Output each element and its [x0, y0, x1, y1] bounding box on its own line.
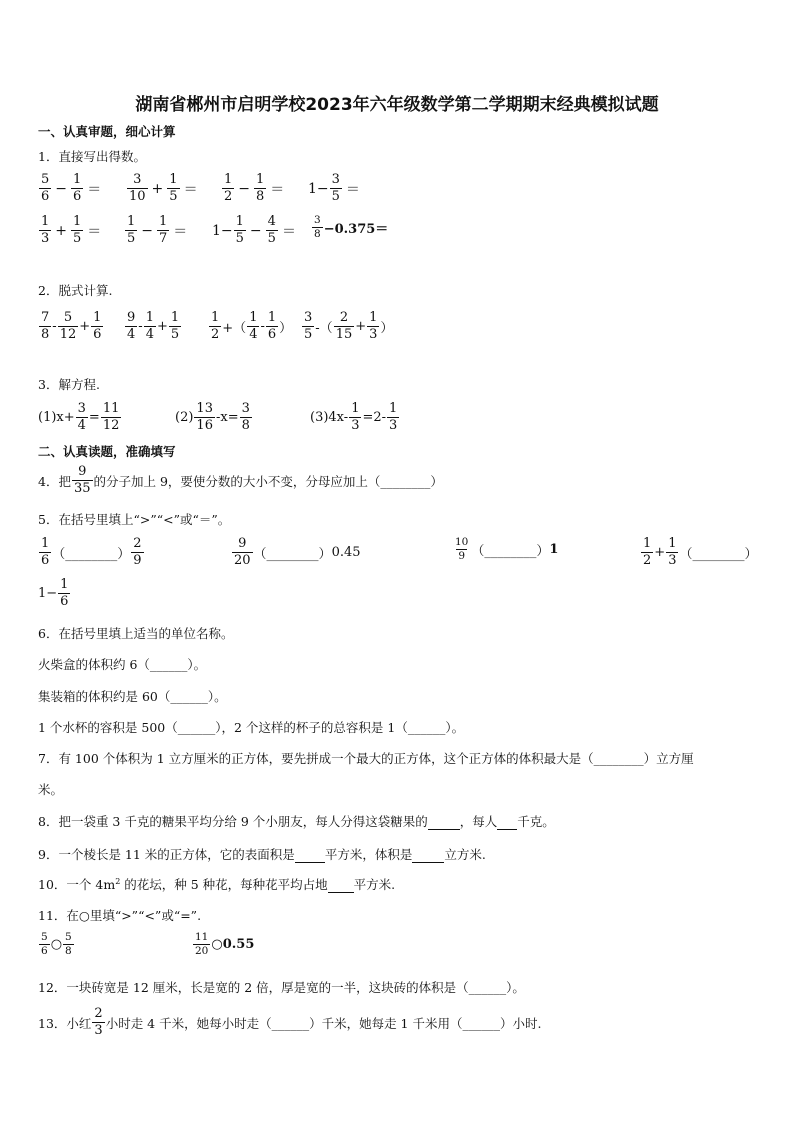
numerator: 5: [41, 172, 50, 187]
operator: +（: [222, 321, 247, 336]
question-text: 千克。: [517, 814, 555, 829]
operator: +: [79, 319, 91, 334]
denominator: 2: [211, 327, 220, 342]
question-text: 的分子加上 9，要使分数的大小不变，分母应加上（________）: [93, 473, 443, 489]
q2-expr: [38, 310, 104, 343]
operator: -: [52, 319, 57, 334]
numerator: 2: [339, 310, 349, 325]
answer-blank[interactable]: [497, 829, 517, 830]
denominator: 6: [41, 553, 50, 568]
operator: +: [355, 319, 367, 334]
q2-expr: [124, 310, 182, 343]
denominator: 12: [102, 418, 120, 433]
numerator: 1: [169, 172, 178, 187]
q1-expr: [124, 214, 190, 247]
comparison-value: 1: [549, 542, 559, 557]
comparison-item: [192, 931, 254, 958]
equals: ＝: [270, 181, 285, 198]
numerator: 3: [133, 172, 142, 187]
question-3-label: 3．解方程.: [38, 377, 100, 392]
numerator: 3: [314, 214, 321, 226]
q1-expr: [212, 214, 299, 247]
comparison-item: [640, 536, 757, 569]
denominator: 8: [314, 228, 321, 240]
denominator: 6: [60, 594, 69, 609]
superscript: 2: [115, 876, 121, 886]
operator: -（: [315, 321, 333, 336]
answer-blank[interactable]: [328, 892, 354, 893]
equation-mid: -x=: [215, 410, 239, 425]
comparison-value: 0.45: [331, 545, 361, 560]
denominator: 6: [267, 327, 277, 342]
question-12: 12．一块砖宽是 12 厘米，长是宽的 2 倍，厚是宽的一半，这块砖的体积是（______）。: [38, 980, 525, 995]
operator: +: [55, 222, 68, 239]
q1-expr: [311, 214, 388, 241]
numerator: 1: [668, 536, 677, 551]
question-4: [38, 464, 443, 497]
denominator: 4: [249, 327, 258, 342]
equals: ＝: [87, 181, 102, 198]
page-title: 湖南省郴州市启明学校2023年六年级数学第二学期期末经典模拟试题: [135, 95, 659, 115]
denominator: 5: [331, 189, 340, 204]
numerator: 10: [455, 536, 469, 548]
question-1-label: 1．直接写出得数。: [38, 149, 146, 164]
denominator: 4: [145, 327, 154, 342]
question-line: 集装箱的体积约是 60（______）。: [38, 689, 227, 704]
whole-part: 1−: [308, 180, 329, 197]
numerator: 1: [73, 214, 82, 229]
whole-part: 1−: [212, 222, 233, 239]
numerator: 1: [170, 310, 180, 325]
denominator: 4: [127, 327, 136, 342]
numerator: 9: [238, 536, 247, 551]
operator: −: [238, 180, 251, 197]
question-line: 1 个水杯的容积是 500（______），2 个这样的杯子的总容积是 1（______）。: [38, 720, 465, 735]
whole-part: 1−: [38, 586, 58, 601]
denominator: 20: [234, 553, 251, 568]
denominator: 10: [129, 189, 146, 204]
numerator: 1: [256, 172, 265, 187]
numerator: 1: [60, 577, 69, 592]
comparison-item: [231, 536, 361, 569]
question-2-label: 2．脱式计算.: [38, 283, 113, 298]
q1-expr: [38, 214, 104, 247]
numerator: 1: [224, 172, 233, 187]
numerator: 1: [93, 310, 102, 325]
denominator: 2: [224, 189, 233, 204]
expression-tail: −0.375＝: [323, 222, 389, 237]
numerator: 1: [235, 214, 244, 229]
section-heading: 二、认真读题，准确填写: [38, 444, 176, 459]
question-10: [38, 875, 395, 893]
denominator: 35: [73, 481, 91, 496]
question-text: 立方米.: [444, 847, 486, 862]
equation: [310, 401, 400, 434]
equals: ＝: [183, 181, 198, 198]
denominator: 3: [389, 418, 398, 433]
close-paren: ）: [279, 321, 293, 336]
denominator: 16: [196, 418, 213, 433]
denominator: 3: [369, 327, 378, 342]
question-text: 的花坛，种 5 种花，每种花平均占地: [120, 877, 328, 892]
operator: −: [55, 180, 68, 197]
denominator: 12: [59, 327, 77, 342]
denominator: 5: [304, 327, 313, 342]
answer-blank[interactable]: [295, 862, 325, 863]
equation-prefix: (2): [175, 410, 194, 425]
operator: +: [156, 319, 168, 334]
numerator: 7: [41, 310, 50, 325]
numerator: 1: [127, 214, 136, 229]
numerator: 13: [196, 401, 213, 416]
numerator: 2: [133, 536, 142, 551]
answer-blank[interactable]: [428, 829, 460, 830]
denominator: 8: [65, 945, 72, 957]
denominator: 3: [668, 553, 677, 568]
denominator: 8: [41, 327, 50, 342]
operator: −: [249, 222, 262, 239]
denominator: 9: [458, 550, 466, 562]
numerator: 9: [127, 310, 136, 325]
equals: ＝: [173, 223, 188, 240]
question-9: [38, 845, 486, 863]
question-text: 13．小红: [38, 1015, 92, 1031]
answer-blank[interactable]: （________）: [52, 547, 131, 562]
denominator: 3: [94, 1023, 103, 1038]
operator: +: [151, 180, 164, 197]
denominator: 3: [351, 418, 360, 433]
denominator: 5: [170, 327, 180, 342]
numerator: 4: [267, 214, 276, 229]
denominator: 7: [159, 231, 168, 246]
numerator: 1: [389, 401, 398, 416]
equation-prefix: (3)4x-: [310, 410, 349, 425]
operator: -: [138, 319, 143, 334]
q1-expr: [308, 172, 363, 205]
numerator: 3: [77, 401, 86, 416]
question-text: ，每人: [459, 814, 498, 829]
numerator: 1: [145, 310, 154, 325]
denominator: 20: [195, 945, 209, 957]
operator: −: [141, 222, 154, 239]
numerator: 1: [41, 214, 50, 229]
circle-blank[interactable]: ○: [50, 937, 63, 952]
denominator: 2: [643, 553, 652, 568]
numerator: 3: [331, 172, 340, 187]
question-text: 10．一个 4m: [38, 877, 116, 892]
denominator: 3: [41, 231, 50, 246]
numerator: 1: [249, 310, 258, 325]
equals: ＝: [345, 181, 360, 198]
operator: +: [654, 545, 666, 560]
numerator: 1: [351, 401, 360, 416]
numerator: 5: [41, 931, 48, 943]
comparison-item: [38, 577, 71, 610]
equation: [175, 401, 253, 434]
question-11-label: 11．在○里填“>”“<”或“=”.: [38, 908, 202, 923]
denominator: 9: [133, 553, 142, 568]
numerator: 1: [267, 310, 277, 325]
operator: -: [260, 319, 265, 334]
equation: [38, 401, 122, 434]
question-text: 平方米，体积是: [324, 847, 413, 862]
equation-mid: =2-: [362, 410, 387, 425]
numerator: 11: [102, 401, 120, 416]
question-7-line: 米。: [38, 782, 64, 797]
numerator: 9: [78, 464, 87, 479]
answer-blank[interactable]: [412, 862, 444, 863]
question-text: 4．把: [38, 473, 71, 489]
question-13: [38, 1006, 541, 1039]
question-text: 小时走 4 千米，她每小时走（______）千米，她每走 1 千米用（______）小时.: [105, 1015, 542, 1031]
numerator: 5: [63, 310, 73, 325]
denominator: 6: [73, 189, 82, 204]
question-7-line: 7．有 100 个体积为 1 立方厘米的正方体，要先拼成一个最大的正方体，这个正方体的体积最大是（________）立方厘: [38, 751, 694, 766]
equation-mid: =: [88, 410, 100, 425]
answer-blank[interactable]: （________）: [471, 544, 550, 559]
numerator: 1: [73, 172, 82, 187]
q2-expr: [208, 310, 292, 343]
question-5-label: 5．在括号里填上“>”“<”或“＝”。: [38, 512, 231, 527]
numerator: 1: [211, 310, 220, 325]
answer-blank[interactable]: （________）: [253, 547, 332, 562]
comparison-item: [38, 931, 75, 958]
question-line: 火柴盒的体积约 6（______）。: [38, 657, 207, 672]
numerator: 3: [241, 401, 250, 416]
q1-expr: [38, 172, 104, 205]
close-paren: ）: [380, 321, 394, 336]
denominator: 8: [256, 189, 265, 204]
denominator: 15: [335, 327, 353, 342]
denominator: 5: [169, 189, 178, 204]
q1-expr: [221, 172, 287, 205]
denominator: 5: [235, 231, 244, 246]
numerator: 1: [159, 214, 168, 229]
question-text: 9．一个棱长是 11 米的正方体，它的表面积是: [38, 847, 295, 862]
comparison-item: [452, 536, 558, 563]
denominator: 8: [241, 418, 250, 433]
denominator: 4: [77, 418, 86, 433]
question-6-label: 6．在括号里填上适当的单位名称。: [38, 626, 234, 641]
question-text: 平方米.: [353, 877, 396, 892]
section-heading: 一、认真审题，细心计算: [38, 124, 176, 139]
comparison-value: ○0.55: [211, 937, 255, 952]
denominator: 6: [93, 327, 102, 342]
denominator: 5: [127, 231, 136, 246]
comparison-item: [38, 536, 145, 569]
denominator: 6: [41, 189, 50, 204]
question-8: [38, 812, 555, 830]
numerator: 5: [65, 931, 72, 943]
equation-prefix: (1)x+: [38, 410, 75, 425]
numerator: 1: [41, 536, 50, 551]
equals: ＝: [281, 223, 296, 240]
question-text: 8．把一袋重 3 千克的糖果平均分给 9 个小朋友，每人分得这袋糖果的: [38, 814, 428, 829]
answer-blank[interactable]: （________）: [679, 547, 758, 562]
numerator: 1: [643, 536, 652, 551]
denominator: 6: [41, 945, 48, 957]
numerator: 3: [304, 310, 313, 325]
denominator: 5: [267, 231, 276, 246]
denominator: 5: [73, 231, 82, 246]
numerator: 1: [369, 310, 378, 325]
numerator: 11: [195, 931, 209, 943]
q2-expr: [301, 310, 393, 343]
equals: ＝: [87, 223, 102, 240]
q1-expr: [126, 172, 201, 205]
numerator: 2: [94, 1006, 103, 1021]
